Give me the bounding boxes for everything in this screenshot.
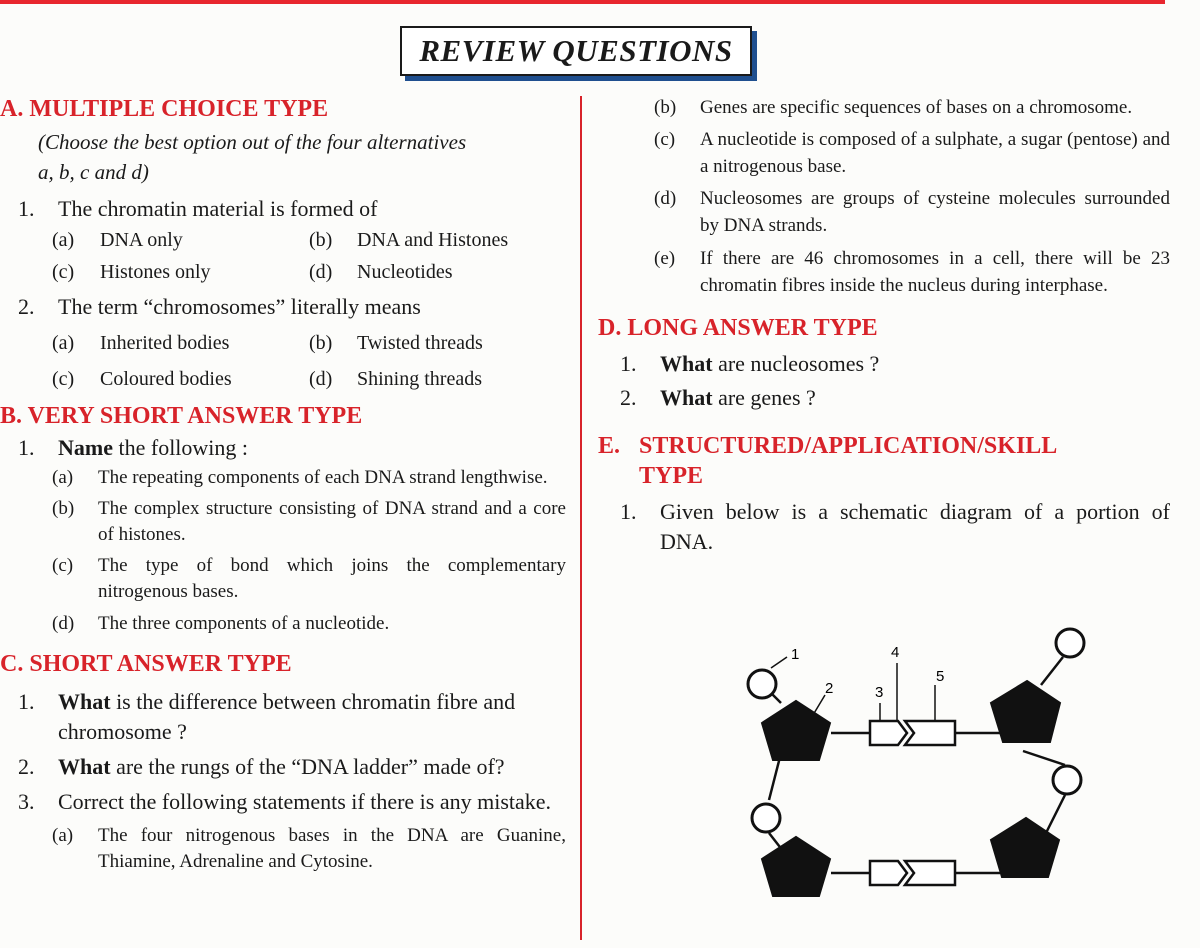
vsa-item-c: (c) The type of bond which joins the complementary nitrogenous bases. bbox=[52, 555, 566, 602]
option-2d: (d) Shining threads bbox=[309, 368, 482, 390]
mcq-2-options bbox=[52, 325, 566, 397]
left-column bbox=[0, 94, 566, 875]
diagram-label-3: 3 bbox=[875, 684, 884, 701]
option-2c: (c) Coloured bodies bbox=[52, 368, 232, 390]
section-a-letter: A. bbox=[0, 96, 24, 122]
base-left bbox=[870, 861, 907, 885]
phosphate-circle bbox=[748, 670, 776, 698]
section-a-heading bbox=[0, 94, 566, 124]
structured-question-1: 1. Given below is a schematic diagram of a portion of DNA. bbox=[620, 499, 1170, 554]
section-e-heading bbox=[598, 431, 1170, 491]
phosphate-circle bbox=[1056, 629, 1084, 657]
option-2b: (b) Twisted threads bbox=[309, 332, 483, 354]
correction-item-e: (e) If there are 46 chromosomes in a cell, there will be 23 chromatin fibres inside the nucleus during interphase. bbox=[654, 248, 1170, 296]
section-c-letter: C. bbox=[0, 651, 24, 677]
option-1b: (b) DNA and Histones bbox=[309, 229, 509, 251]
section-d-letter: D. bbox=[598, 315, 622, 341]
phosphate-circle bbox=[752, 804, 780, 832]
diagram-label-1: 1 bbox=[791, 646, 800, 663]
section-b-title: VERY SHORT ANSWER TYPE bbox=[27, 403, 363, 429]
section-e-title-line-1: STRUCTURED/APPLICATION/SKILL bbox=[639, 433, 1058, 459]
question-text: The term “chromosomes” literally means bbox=[58, 294, 421, 319]
base-right bbox=[905, 861, 955, 885]
correction-item-a: (a) The four nitrogenous bases in the DNA are Guanine, Thiamine, Adrenaline and Cytosine. bbox=[52, 825, 566, 872]
la-question-2: 2. What are genes ? bbox=[620, 385, 816, 410]
top-rule bbox=[0, 0, 1165, 4]
la-question-1: 1. What are nucleosomes ? bbox=[620, 351, 880, 376]
sugar-pentagon bbox=[762, 701, 830, 760]
option-2a: (a) Inherited bodies bbox=[52, 332, 230, 354]
phosphate-circle bbox=[1053, 766, 1081, 794]
keyword: Name bbox=[58, 435, 113, 460]
right-column bbox=[598, 94, 1170, 557]
section-d-title: LONG ANSWER TYPE bbox=[627, 315, 878, 341]
instruction-line-2: a, b, c and d) bbox=[38, 160, 149, 184]
question-number: 1. bbox=[18, 196, 35, 221]
option-1c: (c) Histones only bbox=[52, 261, 211, 283]
vsa-item-b: (b) The complex structure consisting of DNA strand and a core of histones. bbox=[52, 498, 566, 545]
diagram-label-4: 4 bbox=[891, 644, 900, 661]
vsa-question-1: 1. Name the following : bbox=[18, 435, 249, 460]
mcq-question-2 bbox=[18, 292, 566, 322]
section-a-instruction bbox=[38, 127, 566, 187]
question-text: The chromatin material is formed of bbox=[58, 196, 378, 221]
vsa-item-a: (a) The repeating components of each DNA strand lengthwise. bbox=[52, 467, 548, 488]
base-right bbox=[905, 721, 955, 745]
section-c-heading bbox=[0, 649, 566, 679]
diagram-label-5: 5 bbox=[936, 668, 945, 685]
base-left bbox=[870, 721, 907, 745]
instruction-line-1: (Choose the best option out of the four alternatives bbox=[38, 130, 467, 154]
section-c-title: SHORT ANSWER TYPE bbox=[29, 651, 292, 677]
sugar-pentagon bbox=[762, 837, 830, 896]
correction-item-b: (b) Genes are specific sequences of bases on a chromosome. bbox=[654, 97, 1133, 118]
section-b-heading bbox=[0, 401, 566, 431]
dna-schematic-diagram bbox=[735, 615, 1095, 915]
column-divider bbox=[580, 96, 582, 940]
section-b-letter: B. bbox=[0, 403, 23, 429]
mcq-question-1 bbox=[18, 194, 566, 224]
correction-item-d: (d) Nucleosomes are groups of cysteine molecules surrounded by DNA strands. bbox=[654, 188, 1170, 236]
page-title: REVIEW QUESTIONS bbox=[400, 26, 752, 76]
section-a-title: MULTIPLE CHOICE TYPE bbox=[29, 96, 329, 122]
section-d-heading bbox=[598, 313, 1170, 343]
correction-item-c: (c) A nucleotide is composed of a sulphate, a sugar (pentose) and a nitrogenous base. bbox=[654, 129, 1170, 177]
diagram-label-2: 2 bbox=[825, 680, 834, 697]
section-e-title-line-2: TYPE bbox=[639, 463, 704, 489]
mcq-1-options bbox=[52, 224, 566, 288]
section-e-letter: E. bbox=[598, 433, 621, 459]
option-1a: (a) DNA only bbox=[52, 229, 183, 251]
sugar-pentagon bbox=[991, 681, 1060, 742]
question-number: 2. bbox=[18, 294, 35, 319]
sa-question-3: 3. Correct the following statements if there is any mistake. bbox=[18, 789, 552, 814]
vsa-item-d: (d) The three components of a nucleotide. bbox=[52, 613, 390, 634]
sa-question-2: 2. What are the rungs of the “DNA ladder” made of? bbox=[18, 754, 505, 779]
sa-question-1: 1. What is the difference between chromatin fibre and chromosome ? bbox=[18, 689, 516, 744]
option-1d: (d) Nucleotides bbox=[309, 261, 453, 283]
